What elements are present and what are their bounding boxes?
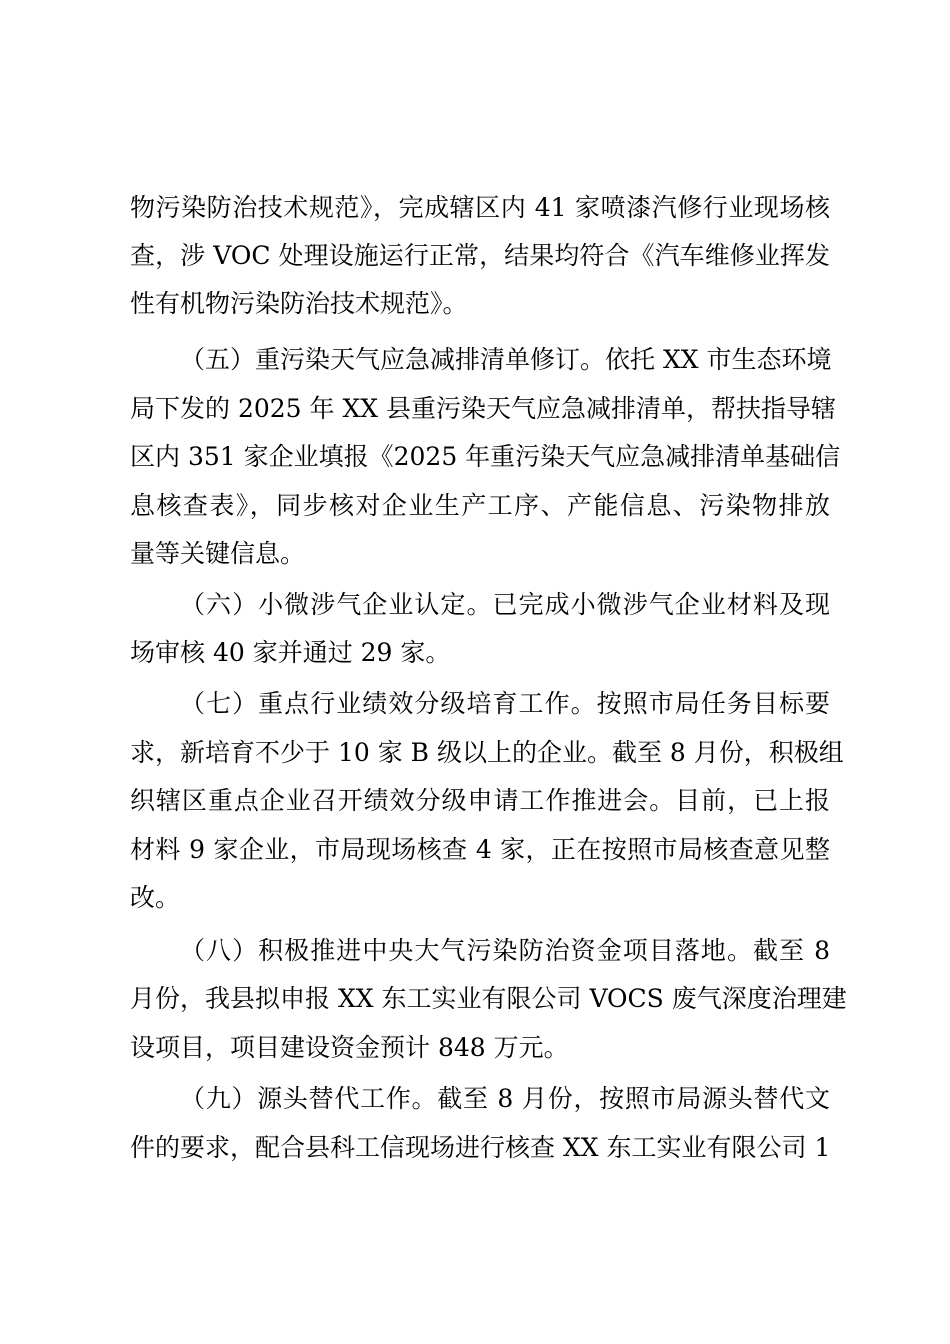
text-line: 物污染防治技术规范》，完成辖区内 41 家喷漆汽修行业现场核	[130, 193, 830, 222]
text-line: 月份，我县拟申报 XX 东工实业有限公司 VOCS 废气深度治理建	[130, 984, 847, 1013]
text-line: 件的要求，配合县科工信现场进行核查 XX 东工实业有限公司 1	[130, 1133, 831, 1162]
text-line: 局下发的 2025 年 XX 县重污染天气应急减排清单，帮扶指导辖	[130, 394, 837, 423]
section-heading-line: （六）小微涉气企业认定。已完成小微涉气企业材料及现	[180, 590, 830, 619]
text-line: 查，涉 VOC 处理设施运行正常，结果均符合《汽车维修业挥发	[130, 241, 830, 270]
section-heading-line: （九）源头替代工作。截至 8 月份，按照市局源头替代文	[180, 1084, 830, 1113]
text-line: 性有机物污染防治技术规范》。	[130, 289, 468, 318]
text-line: 织辖区重点企业召开绩效分级申请工作推进会。目前，已上报	[130, 786, 830, 815]
text-line: 息核查表》，同步核对企业生产工序、产能信息、污染物排放	[130, 491, 830, 520]
text-line: 量等关键信息。	[130, 539, 306, 568]
text-line: 材料 9 家企业，市局现场核查 4 家，正在按照市局核查意见整	[130, 835, 830, 864]
section-heading-line: （五）重污染天气应急减排清单修订。依托 XX 市生态环境	[180, 345, 832, 374]
text-line: 改。	[130, 883, 181, 912]
section-heading-line: （八）积极推进中央大气污染防治资金项目落地。截至 8	[180, 936, 830, 965]
text-line: 区内 351 家企业填报《2025 年重污染天气应急减排清单基础信	[130, 442, 841, 471]
text-line: 场审核 40 家并通过 29 家。	[130, 638, 451, 667]
section-heading-line: （七）重点行业绩效分级培育工作。按照市局任务目标要	[180, 689, 830, 718]
text-line: 设项目，项目建设资金预计 848 万元。	[130, 1033, 569, 1062]
text-line: 求，新培育不少于 10 家 B 级以上的企业。截至 8 月份，积极组	[130, 738, 844, 767]
